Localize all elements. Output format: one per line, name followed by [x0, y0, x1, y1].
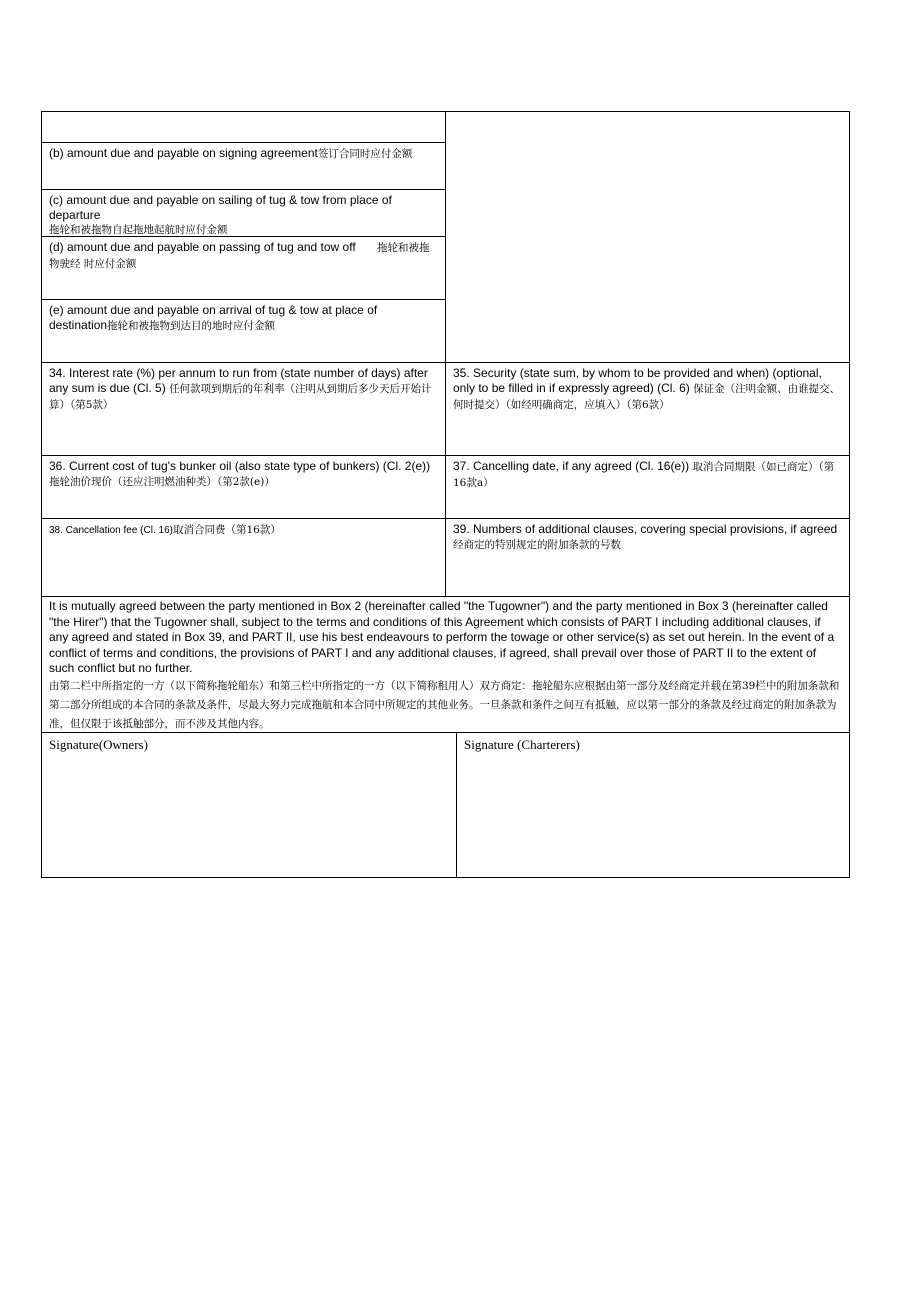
agreement-text-zh: 由第二栏中所指定的一方（以下简称拖轮船东）和第三栏中所指定的一方（以下简称租用人）双方商定：拖轮船东应根据由第一部分及经商定并载在第39栏中的附加条款和第二部分所组成的本合同的条款及条件，尽最大努力完成拖航和本合同中所规定的其他业务。一旦条款和条件之间互有抵触，应以第一部分的条款及经过商定的附加条款为准，但仅限于该抵触部分，而不涉及其他内容。: [49, 679, 840, 730]
box-34-label: 34. Interest rate (%) per annum to run from (state number of days) after any sum is due (Cl. 5): [49, 366, 428, 395]
box-37-label-zh: 取消合同期限（如已商定）（第16款a）: [453, 461, 835, 489]
box-d-label: (d) amount due and payable on passing of tug and tow off: [49, 240, 356, 254]
box-d-passing: [42, 237, 445, 275]
box-c-label-zh: 拖轮和被拖物自起拖地起航时应付金额: [49, 224, 228, 236]
box-35-security: [446, 363, 849, 416]
box-37-label: 37. Cancelling date, if any agreed (Cl. 16(e)): [453, 459, 690, 473]
signature-owners[interactable]: [42, 734, 456, 755]
box-e-label: (e) amount due and payable on arrival of tug & tow at place of destination: [49, 303, 378, 332]
box-e-arrival: [42, 300, 445, 337]
box-35-label-zh: 保证金（注明金额、由谁提交、何时提交）（如经明确商定，应填入）（第6款）: [453, 383, 841, 411]
box-38-cancellation-fee: [42, 519, 445, 541]
box-39-label: 39. Numbers of additional clauses, covering special provisions, if agreed: [453, 522, 838, 536]
box-d-label-zh: 拖轮和被拖物驶经 时应付金额: [49, 242, 430, 270]
box-39-label-zh: 经商定的特别规定的附加条款的号数: [453, 539, 621, 551]
box-39-additional-clauses: [446, 519, 849, 556]
box-b-label: (b) amount due and payable on signing agreement: [49, 146, 318, 160]
box-b-signing: [42, 143, 445, 165]
box-34-label-zh: 任何款项到期后的年利率（注明从到期后多少天后开始计算）（第5款）: [49, 383, 432, 411]
box-36-label: 36. Current cost of tug's bunker oil (also state type of bunkers) (Cl. 2(e)): [49, 459, 431, 473]
row-divider: [41, 596, 850, 597]
box-38-label: 38. Cancellation fee (Cl. 16): [49, 525, 173, 536]
box-c-departure: [42, 190, 445, 241]
box-35-label: 35. Security (state sum, by whom to be provided and when) (optional, only to be filled in if expressly agreed) (Cl. 6): [453, 366, 822, 395]
signature-charterers[interactable]: [457, 734, 849, 755]
signature-owners-label: Signature(Owners): [49, 737, 148, 752]
box-36-label-zh: 拖轮油价现价（还应注明燃油种类）（第2款(e)）: [49, 476, 275, 488]
box-38-label-zh: 取消合同费（第16款）: [172, 524, 281, 536]
box-34-interest-rate: [42, 363, 445, 416]
box-36-bunker-cost: [42, 456, 445, 493]
box-b-label-zh: 签订合同时应付金额: [317, 148, 413, 160]
signature-charterers-label: Signature (Charterers): [464, 737, 580, 752]
agreement-text-en: It is mutually agreed between the party mentioned in Box 2 (hereinafter called "the Tugowner") and the party mentioned in Box 3 (hereinafter called "the Hirer") that the Tugowner shall, subject to the terms and conditions of this Agreement which consists of PART I including additional clauses, if any agreed and stated in Box 39, and PART II, use his best endeavours to perform the towage or other service(s) as set out herein. In the event of a conflict of terms and conditions, the provisions of PART I and any additional clauses, if agreed, shall prevail over those of PART II to the extent of such conflict but no further.: [49, 599, 835, 675]
agreement-paragraph: [42, 598, 849, 735]
box-c-label: (c) amount due and payable on sailing of tug & tow from place of departure: [49, 193, 392, 222]
box-e-label-zh: 拖轮和被拖物到达目的地时应付金额: [107, 320, 276, 332]
box-37-cancelling-date: [446, 456, 849, 494]
